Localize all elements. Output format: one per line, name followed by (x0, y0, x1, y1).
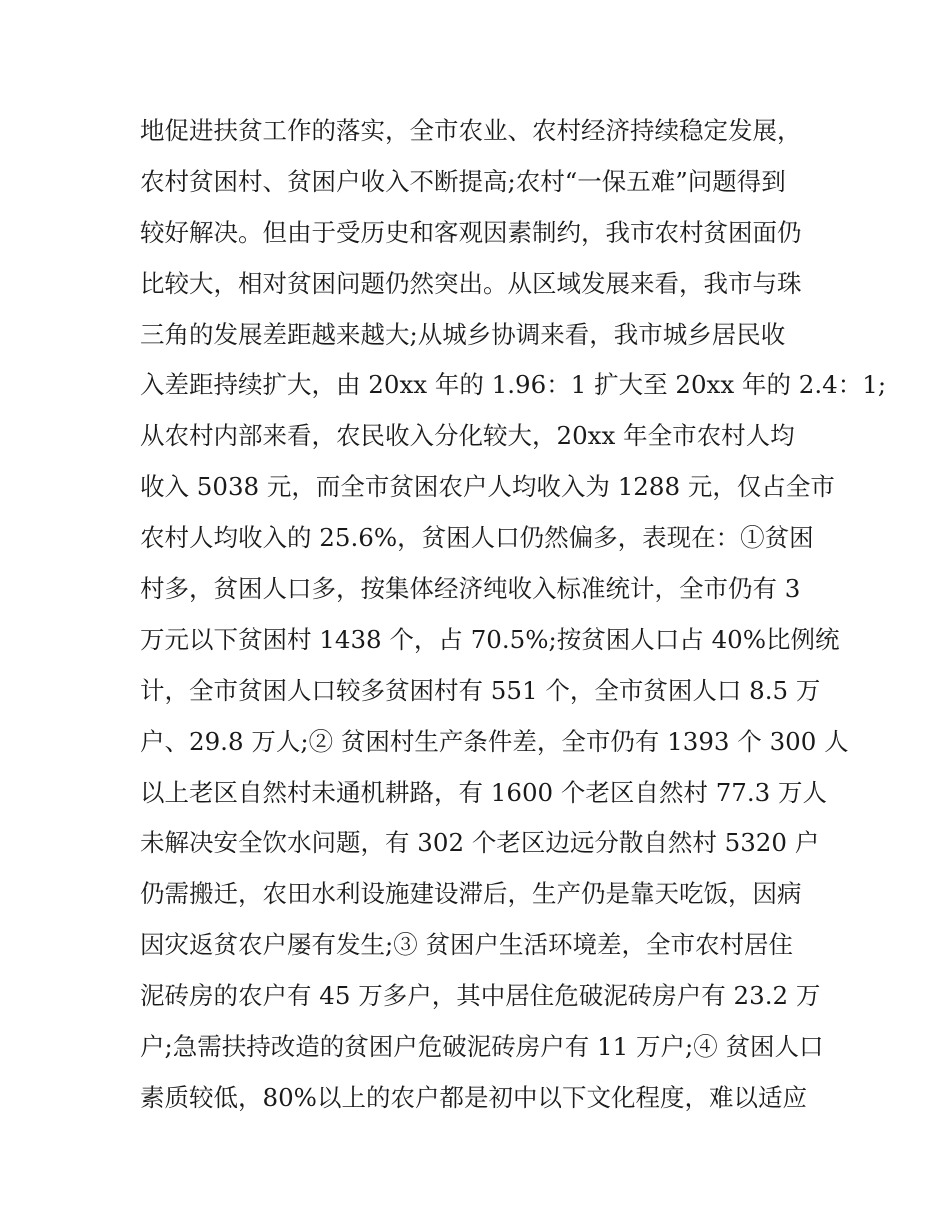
text-line-18: 泥砖房的农户有 45 万多户，其中居住危破泥砖房户有 23.2 万 (140, 981, 821, 1011)
text-line-3: 较好解决。但由于受历史和客观因素制约，我市农村贫困面仍 (140, 217, 802, 247)
text-line-8: 收入 5038 元，而全市贫困农户人均收入为 1288 元，仅占全市 (140, 472, 835, 502)
text-line-13: 户、29.8 万人;② 贫困村生产条件差，全市仍有 1393 个 300 人 (140, 726, 849, 756)
text-line-5: 三角的发展差距越来越大;从城乡协调来看，我市城乡居民收 (140, 319, 786, 349)
text-line-17: 因灾返贫农户屡有发生;③ 贫困户生活环境差，全市农村居住 (140, 930, 794, 960)
text-line-2: 农村贫困村、贫困户收入不断提高;农村“一保五难”问题得到 (140, 166, 786, 196)
body-paragraph (140, 106, 887, 1124)
text-line-7: 从农村内部来看，农民收入分化较大，20xx 年全市农村人均 (140, 421, 795, 451)
text-line-20: 素质较低，80%以上的农户都是初中以下文化程度，难以适应 (140, 1082, 807, 1112)
text-line-10: 村多，贫困人口多，按集体经济纯收入标准统计，全市仍有 3 (140, 574, 801, 604)
text-line-19: 户;急需扶持改造的贫困户危破泥砖房户有 11 万户;④ 贫困人口 (140, 1032, 824, 1062)
text-line-15: 未解决安全饮水问题，有 302 个老区边远分散自然村 5320 户 (140, 828, 820, 858)
text-line-6: 入差距持续扩大，由 20xx 年的 1.96：1 扩大至 20xx 年的 2.4：1; (140, 370, 887, 400)
text-line-9: 农村人均收入的 25.6%，贫困人口仍然偏多，表现在：①贫困 (140, 523, 814, 553)
text-line-1: 地促进扶贫工作的落实，全市农业、农村经济持续稳定发展， (140, 116, 802, 145)
text-line-12: 计，全市贫困人口较多贫困村有 551 个，全市贫困人口 8.5 万 (140, 675, 821, 705)
text-line-11: 万元以下贫困村 1438 个，占 70.5%;按贫困人口占 40%比例统 (140, 624, 840, 654)
text-line-14: 以上老区自然村未通机耕路，有 1600 个老区自然村 77.3 万人 (140, 777, 828, 807)
text-line-4: 比较大，相对贫困问题仍然突出。从区域发展来看，我市与珠 (140, 268, 802, 298)
text-line-16: 仍需搬迁，农田水利设施建设滞后，生产仍是靠天吃饭，因病 (140, 879, 802, 909)
